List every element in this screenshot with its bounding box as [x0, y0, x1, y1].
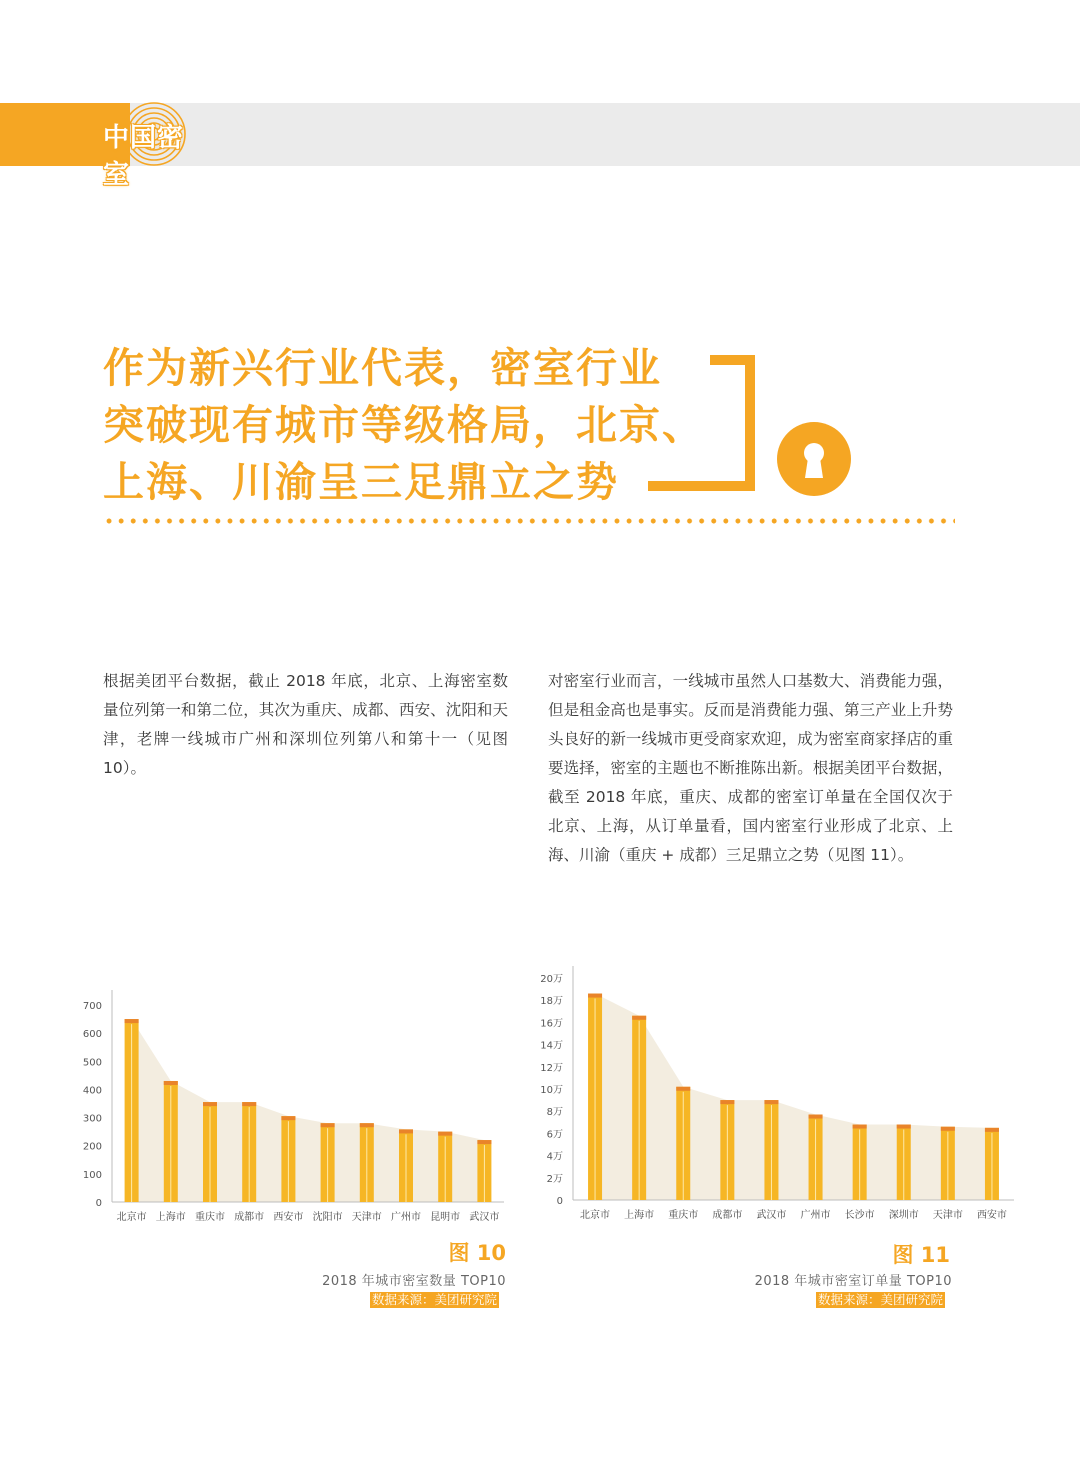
headline-line: 作为新兴行业代表，密室行业 [103, 344, 662, 392]
x-tick-label: 天津市 [932, 1210, 963, 1221]
keyhole-icon [776, 420, 854, 498]
bar-cap [588, 994, 602, 998]
body-paragraph-left: 根据美团平台数据，截止 2018 年底，北京、上海密室数量位列第一和第二位，其次为重庆、成都、西安、沈阳和天津，老牌一线城市广州和深圳位列第八和第十一（见图 10）。 [103, 672, 508, 777]
x-tick-label: 上海市 [155, 1212, 186, 1223]
bar-cap [438, 1132, 452, 1136]
y-tick-label: 12万 [540, 1062, 563, 1074]
x-tick-label: 北京市 [580, 1210, 611, 1221]
y-tick-label: 0 [556, 1196, 563, 1207]
figure-source: 数据来源：美团研究院 [372, 1292, 498, 1307]
bar-cap [477, 1140, 491, 1144]
x-tick-label: 北京市 [116, 1212, 147, 1223]
bar-cap [676, 1087, 690, 1091]
x-tick-label: 天津市 [351, 1212, 382, 1223]
y-tick-label: 300 [82, 1113, 102, 1125]
y-tick-label: 100 [82, 1169, 102, 1181]
y-tick-label: 500 [82, 1057, 102, 1069]
x-tick-label: 成都市 [234, 1212, 265, 1223]
y-tick-label: 4万 [546, 1151, 563, 1163]
bar-cap [125, 1019, 139, 1023]
x-tick-label: 深圳市 [888, 1210, 919, 1221]
y-tick-label: 200 [82, 1141, 102, 1153]
y-tick-label: 16万 [540, 1018, 563, 1030]
figure-label: 图 11 [892, 1243, 950, 1267]
y-tick-label: 600 [82, 1029, 102, 1041]
x-tick-label: 武汉市 [756, 1210, 787, 1221]
headline-line: 突破现有城市等级格局，北京、 [103, 401, 705, 449]
bar-cap [720, 1100, 734, 1104]
brand-logo [98, 102, 210, 190]
figure-label: 图 10 [448, 1241, 506, 1265]
area-trend [132, 1019, 485, 1202]
area-trend [595, 994, 992, 1200]
y-tick-label: 2万 [546, 1173, 563, 1185]
headline-bracket [640, 352, 760, 492]
y-tick-label: 6万 [546, 1129, 563, 1141]
bar-cap [985, 1128, 999, 1132]
x-tick-label: 西安市 [976, 1210, 1007, 1221]
bar-cap [360, 1123, 374, 1127]
y-tick-label: 10万 [540, 1085, 563, 1096]
x-tick-label: 武汉市 [469, 1212, 500, 1223]
chart-figure-11 [528, 958, 1018, 1228]
y-tick-label: 700 [82, 1001, 102, 1012]
bar-cap [897, 1125, 911, 1129]
headline-line: 上海、川渝呈三足鼎立之势 [103, 458, 619, 506]
y-tick-label: 8万 [546, 1107, 563, 1119]
x-tick-label: 上海市 [624, 1210, 655, 1221]
x-tick-label: 成都市 [712, 1210, 743, 1221]
x-tick-label: 广州市 [800, 1210, 831, 1221]
body-paragraph-right: 对密室行业而言，一线城市虽然人口基数大、消费能力强，但是租金高也是事实。反而是消费能力强、第三产业上升势头良好的新一线城市更受商家欢迎，成为密室商家择店的重要选择，密室的主题也不断推陈出新。根据美团平台数据，截至 2018 年底，重庆、成都的密室订单量在全国仅次于北京、上海，从订单量看，国内密室行业形成了北京、上海、川渝（重庆 + 成都）三足鼎立之势（见图 11）。 [548, 672, 953, 864]
figure-source: 数据来源：美团研究院 [818, 1292, 944, 1307]
bar-cap [164, 1081, 178, 1085]
brand-name: 中国密室 [103, 123, 185, 190]
bar-cap [853, 1125, 867, 1129]
bar-cap [203, 1102, 217, 1106]
figure-caption: 2018 年城市密室订单量 TOP10 [754, 1274, 952, 1289]
bar-cap [764, 1100, 778, 1104]
x-tick-label: 沈阳市 [312, 1212, 343, 1223]
x-tick-label: 长沙市 [844, 1210, 875, 1221]
figure-caption: 2018 年城市密室数量 TOP10 [322, 1274, 506, 1289]
x-tick-label: 重庆市 [195, 1212, 225, 1223]
dotted-divider [103, 517, 955, 525]
bar-cap [242, 1102, 256, 1106]
bar-cap [321, 1123, 335, 1127]
chart-figure-10 [70, 980, 520, 1230]
y-tick-label: 400 [82, 1085, 102, 1097]
bar-cap [399, 1129, 413, 1133]
y-tick-label: 14万 [540, 1040, 563, 1052]
bar-cap [809, 1115, 823, 1119]
x-tick-label: 重庆市 [668, 1210, 699, 1221]
bar-cap [941, 1127, 955, 1131]
x-tick-label: 广州市 [391, 1212, 421, 1223]
x-tick-label: 昆明市 [430, 1212, 461, 1223]
x-tick-label: 西安市 [273, 1212, 304, 1223]
y-tick-label: 18万 [540, 996, 563, 1008]
y-tick-label: 0 [95, 1198, 102, 1209]
y-tick-label: 20万 [540, 974, 563, 985]
bar-cap [281, 1116, 295, 1120]
bar-cap [632, 1016, 646, 1020]
